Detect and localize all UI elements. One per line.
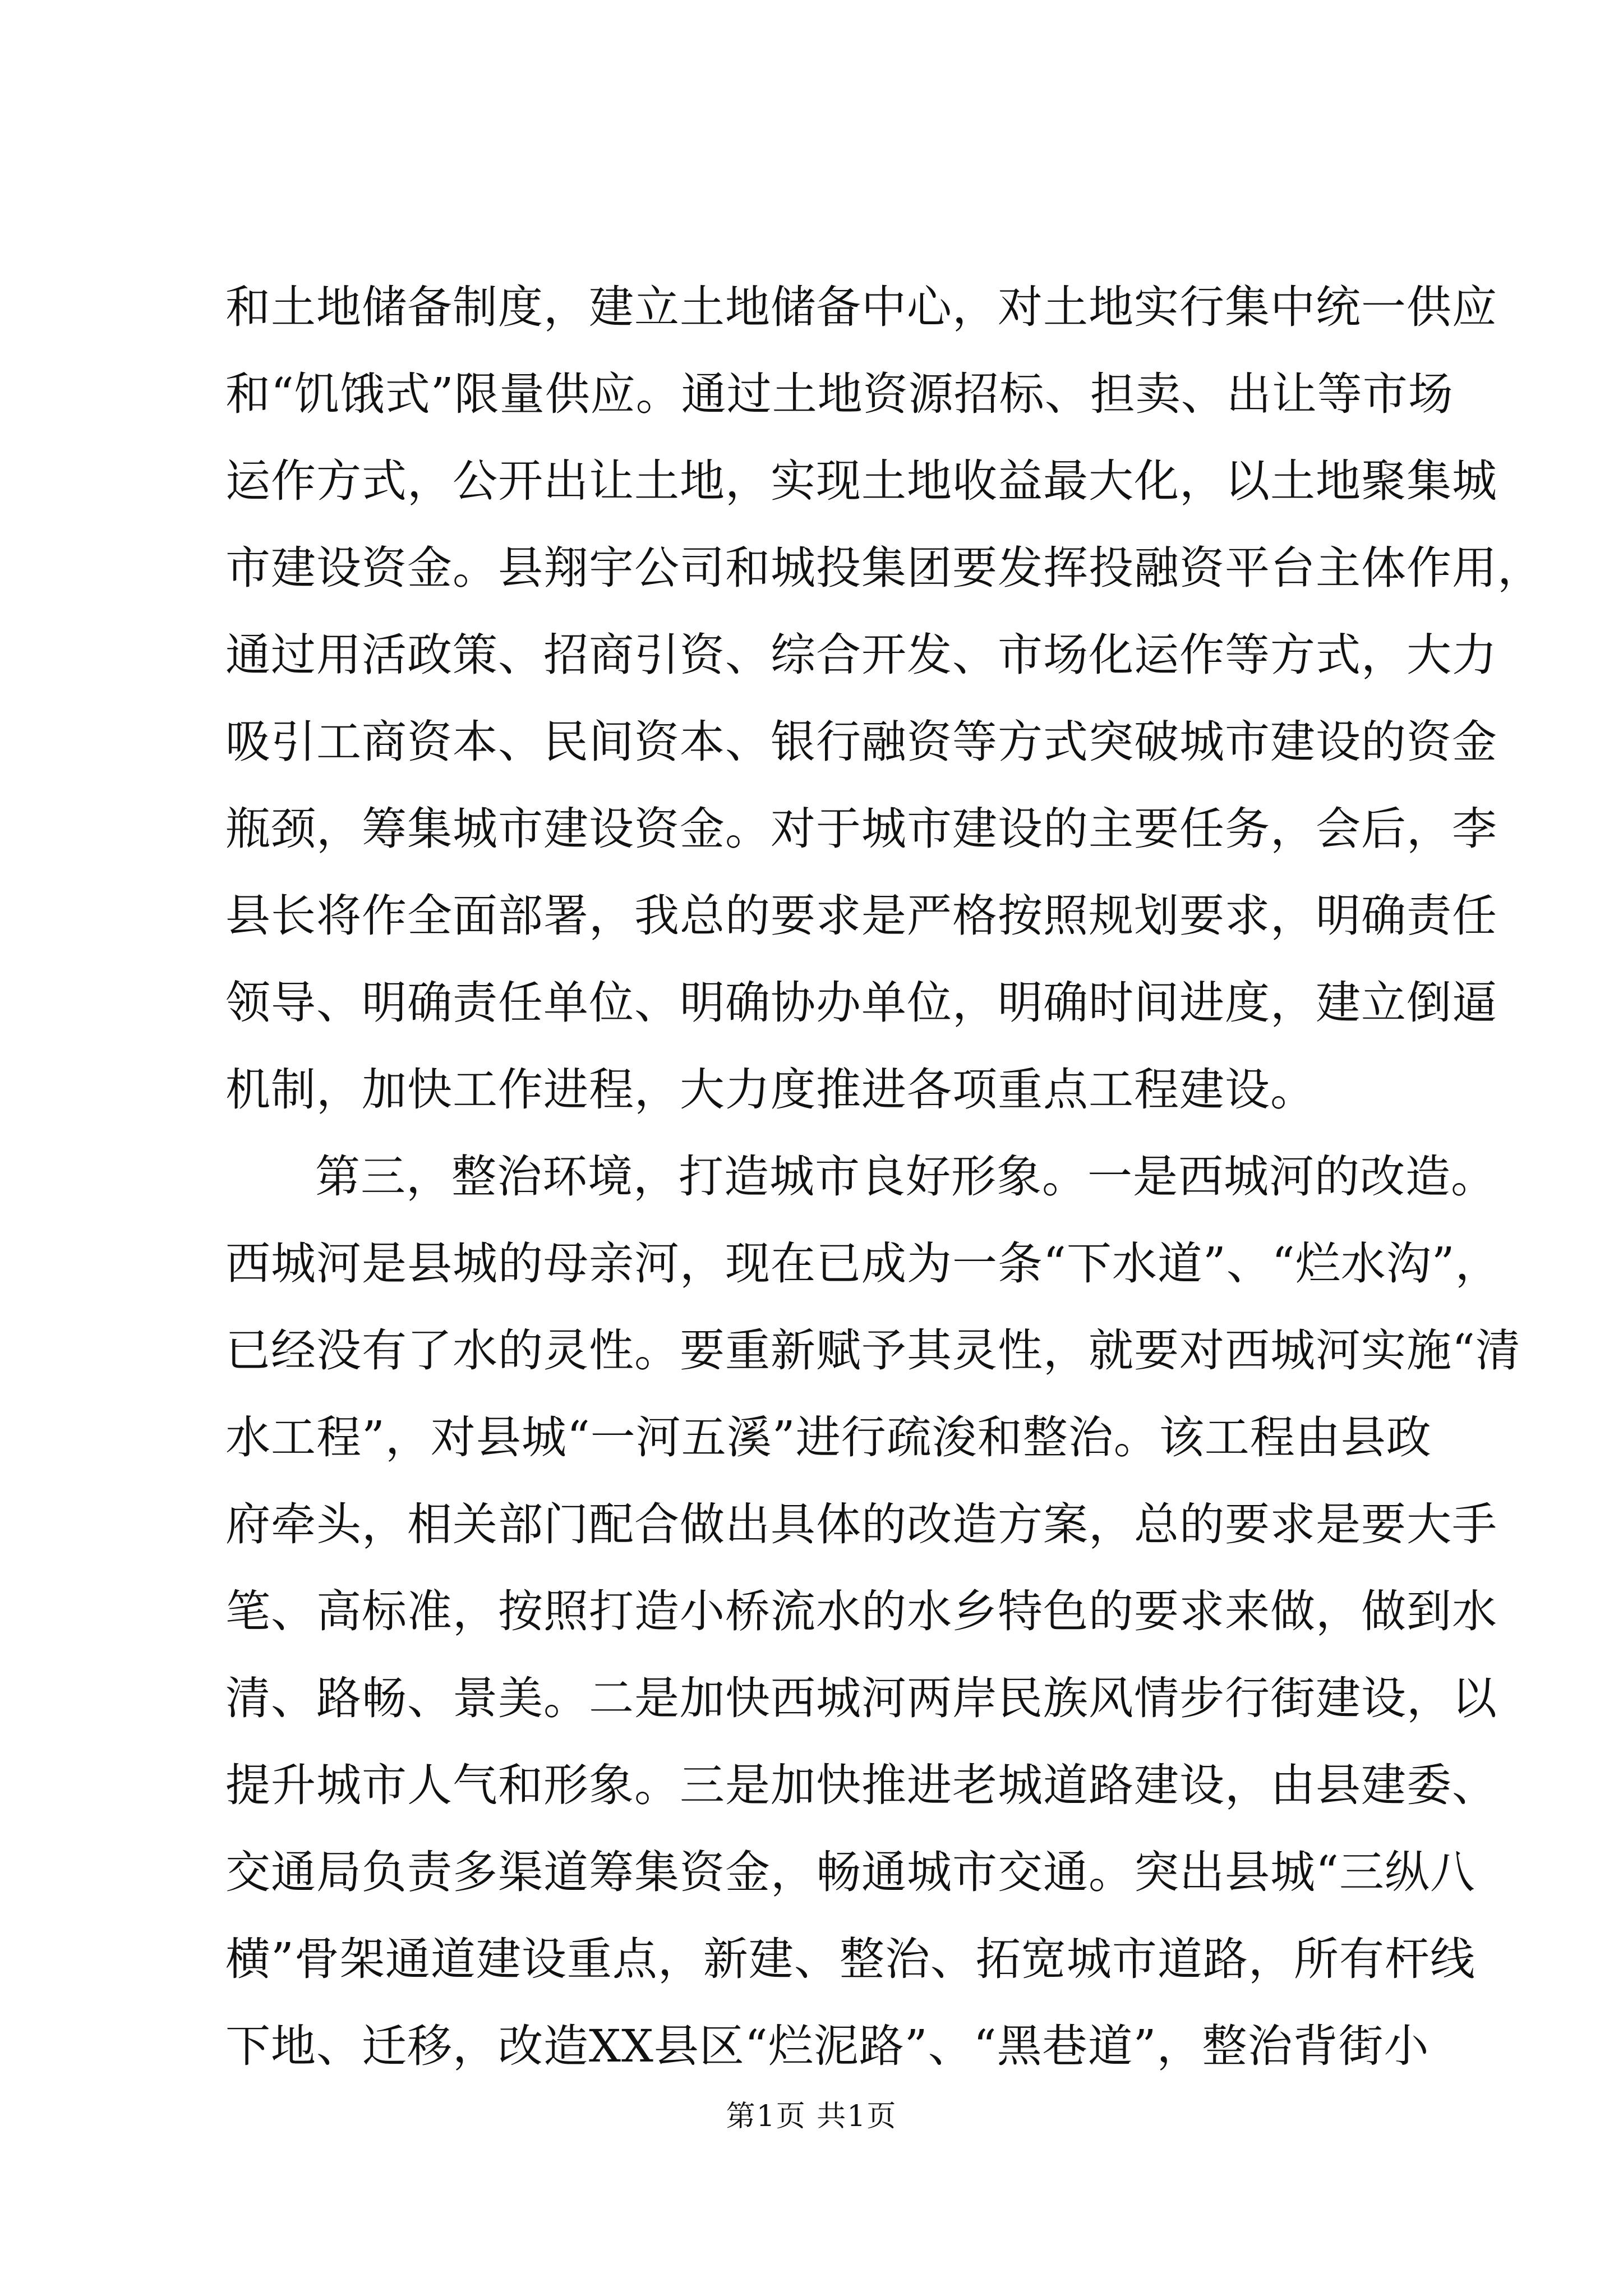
text-line: 府牵头，相关部门配合做出具体的改造方案，总的要求是要大手 xyxy=(225,1498,1497,1550)
text-line: 提升城市人气和形象。三是加快推进老城道路建设，由县建委、 xyxy=(225,1759,1497,1811)
text-line: 吸引工商资本、民间资本、银行融资等方式突破城市建设的资金 xyxy=(225,716,1497,768)
text-line: 下地、迁移，改造XX县区“烂泥路”、“黑巷道”，整治背街小 xyxy=(225,2020,1430,2072)
text-line: 运作方式，公开出让土地，实现土地收益最大化，以土地聚集城 xyxy=(225,455,1497,507)
text-line: 和“饥饿式”限量供应。通过土地资源招标、担卖、出让等市场 xyxy=(225,368,1454,420)
text-line: 已经没有了水的灵性。要重新赋予其灵性，就要对西城河实施“清 xyxy=(225,1324,1521,1377)
text-line: 交通局负责多渠道筹集资金，畅通城市交通。突出县城“三纵八 xyxy=(225,1846,1476,1898)
document-body xyxy=(225,264,1543,2090)
text-line: 水工程”，对县城“一河五溪”进行疏浚和整治。该工程由县政 xyxy=(225,1411,1432,1464)
text-line: 机制，加快工作进程，大力度推进各项重点工程建设。 xyxy=(225,1064,1316,1116)
text-line: 瓶颈，筹集城市建设资金。对于城市建设的主要任务，会后，李 xyxy=(225,803,1497,855)
page-footer: 第1页 共1页 xyxy=(726,2100,897,2133)
text-line: 市建设资金。县翔宇公司和城投集团要发挥投融资平台主体作用， xyxy=(225,542,1543,594)
text-line: 通过用活政策、招商引资、综合开发、市场化运作等方式，大力 xyxy=(225,629,1497,681)
text-line: 清、路畅、景美。二是加快西城河两岸民族风情步行街建设，以 xyxy=(225,1672,1497,1724)
text-line: 西城河是县城的母亲河，现在已成为一条“下水道”、“烂水沟”， xyxy=(225,1237,1501,1290)
text-line: 横”骨架通道建设重点，新建、整治、拓宽城市道路，所有杆线 xyxy=(225,1933,1476,1985)
paragraph-start-line: 第三，整治环境，打造城市良好形象。一是西城河的改造。 xyxy=(315,1151,1496,1203)
text-line: 和土地储备制度，建立土地储备中心，对土地实行集中统一供应 xyxy=(225,281,1497,333)
text-line: 笔、高标准，按照打造小桥流水的水乡特色的要求来做，做到水 xyxy=(225,1585,1497,1637)
text-line: 县长将作全面部署，我总的要求是严格按照规划要求，明确责任 xyxy=(225,890,1497,942)
text-line: 领导、明确责任单位、明确协办单位，明确时间进度，建立倒逼 xyxy=(225,977,1497,1029)
